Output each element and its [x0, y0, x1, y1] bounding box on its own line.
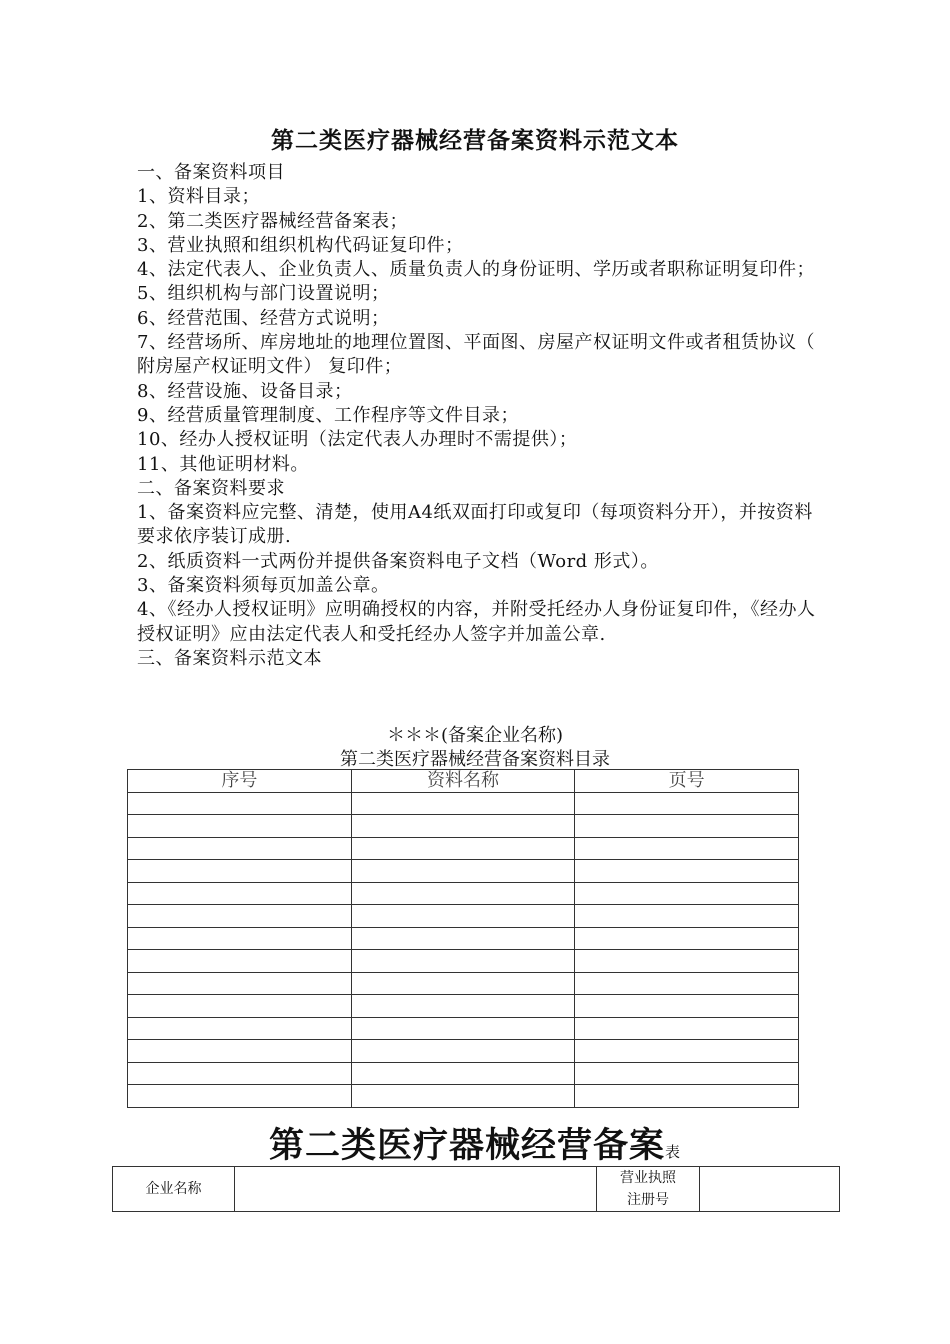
table-row	[128, 792, 799, 815]
license-label-line1: 营业执照	[620, 1170, 676, 1186]
table-cell[interactable]	[128, 815, 352, 838]
table-cell[interactable]	[128, 905, 352, 928]
company-name-label: 企业名称	[113, 1167, 235, 1212]
table-cell[interactable]	[575, 1062, 799, 1085]
form-title-suffix: 表	[665, 1143, 682, 1161]
table-row	[128, 815, 799, 838]
table-cell[interactable]	[575, 1017, 799, 1040]
table-cell[interactable]	[575, 882, 799, 905]
table-row	[128, 995, 799, 1018]
table-row	[128, 927, 799, 950]
list-item: 5、组织机构与部门设置说明；	[137, 283, 390, 305]
table-row	[128, 972, 799, 995]
column-header-page: 页号	[575, 770, 799, 793]
table-row	[128, 882, 799, 905]
document-body	[137, 161, 817, 671]
table-cell[interactable]	[128, 1017, 352, 1040]
list-item: 6、经营范围、经营方式说明；	[137, 307, 390, 329]
form-title-main: 第二类医疗器械经营备案	[268, 1125, 665, 1166]
table-cell[interactable]	[128, 1062, 352, 1085]
table-cell[interactable]	[351, 1085, 575, 1108]
table-cell[interactable]	[575, 860, 799, 883]
table-cell[interactable]	[575, 995, 799, 1018]
list-item: 9、经营质量管理制度、工作程序等文件目录；	[137, 404, 519, 426]
table-row	[128, 950, 799, 973]
directory-title: 第二类医疗器械经营备案资料目录	[340, 749, 610, 770]
table-cell[interactable]	[351, 815, 575, 838]
table-cell[interactable]	[128, 860, 352, 883]
list-item: 10、经办人授权证明（法定代表人办理时不需提供）；	[137, 429, 578, 451]
table-cell[interactable]	[351, 950, 575, 973]
list-item: 7、经营场所、库房地址的地理位置图、平面图、房屋产权证明文件或者租赁协议（ 附房屋产权证明文件） 复印件；	[137, 332, 815, 378]
list-item: 1、资料目录；	[137, 186, 260, 208]
table-cell[interactable]	[128, 792, 352, 815]
table-cell[interactable]	[575, 792, 799, 815]
table-row	[128, 1040, 799, 1063]
table-cell[interactable]	[128, 927, 352, 950]
table-row	[128, 837, 799, 860]
document-title: 第二类医疗器械经营备案资料示范文本	[271, 127, 679, 154]
directory-table	[127, 769, 799, 1108]
table-cell[interactable]	[351, 1062, 575, 1085]
table-cell[interactable]	[575, 1040, 799, 1063]
table-cell[interactable]	[351, 860, 575, 883]
table-cell[interactable]	[351, 972, 575, 995]
list-item: 8、经营设施、设备目录；	[137, 380, 353, 402]
section-heading: 三、备案资料示范文本	[137, 647, 322, 669]
list-item: 11、其他证明材料。	[137, 453, 309, 475]
table-cell[interactable]	[351, 1040, 575, 1063]
table-cell[interactable]	[351, 927, 575, 950]
column-header-index: 序号	[128, 770, 352, 793]
registration-form-table	[112, 1166, 840, 1212]
list-item: 4、《经办人授权证明》应明确授权的内容，并附受托经办人身份证复印件，《经办人授权证明》应由法定代表人和受托经办人签字并加盖公章.	[137, 599, 816, 645]
table-cell[interactable]	[575, 837, 799, 860]
license-label-line2: 注册号	[627, 1192, 669, 1208]
license-number-field[interactable]	[700, 1167, 840, 1212]
table-cell[interactable]	[575, 972, 799, 995]
column-header-name: 资料名称	[351, 770, 575, 793]
table-row	[128, 1085, 799, 1108]
table-cell[interactable]	[351, 905, 575, 928]
section-heading: 二、备案资料要求	[137, 477, 285, 499]
list-item: 2、纸质资料一式两份并提供备案资料电子文档（Word 形式）。	[137, 550, 659, 572]
table-cell[interactable]	[351, 995, 575, 1018]
table-cell[interactable]	[128, 1085, 352, 1108]
table-cell[interactable]	[128, 950, 352, 973]
list-item: 3、备案资料须每页加盖公章。	[137, 575, 390, 597]
license-number-label	[597, 1167, 700, 1212]
table-row	[128, 1017, 799, 1040]
table-cell[interactable]	[351, 837, 575, 860]
table-cell[interactable]	[351, 1017, 575, 1040]
table-row	[128, 860, 799, 883]
list-item: 2、第二类医疗器械经营备案表；	[137, 210, 408, 232]
section-heading: 一、备案资料项目	[137, 162, 285, 183]
table-cell[interactable]	[575, 905, 799, 928]
table-cell[interactable]	[351, 792, 575, 815]
table-cell[interactable]	[351, 882, 575, 905]
table-header-row	[128, 770, 799, 793]
table-cell[interactable]	[575, 1085, 799, 1108]
list-item: 1、备案资料应完整、清楚，使用A4纸双面打印或复印（每项资料分开），并按资料要求依序装订成册.	[137, 502, 813, 548]
list-item: 3、营业执照和组织机构代码证复印件；	[137, 234, 464, 256]
table-row	[128, 1062, 799, 1085]
form-title	[0, 1118, 950, 1168]
list-item: 4、法定代表人、企业负责人、质量负责人的身份证明、学历或者职称证明复印件；	[137, 259, 815, 281]
table-cell[interactable]	[128, 972, 352, 995]
form-row	[113, 1167, 840, 1212]
table-cell[interactable]	[128, 882, 352, 905]
table-cell[interactable]	[575, 815, 799, 838]
table-cell[interactable]	[128, 837, 352, 860]
company-name-field[interactable]	[235, 1167, 597, 1212]
table-cell[interactable]	[128, 1040, 352, 1063]
table-cell[interactable]	[128, 995, 352, 1018]
table-cell[interactable]	[575, 927, 799, 950]
table-row	[128, 905, 799, 928]
table-cell[interactable]	[575, 950, 799, 973]
company-name-placeholder: ＊＊＊(备案企业名称)	[386, 725, 564, 746]
